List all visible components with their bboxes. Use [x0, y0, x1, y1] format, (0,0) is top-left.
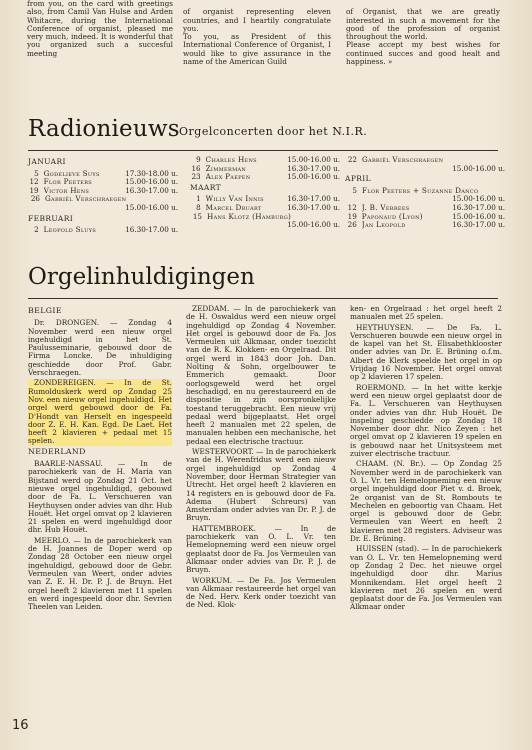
- concert-time: 16.30-17.00 u.: [287, 194, 340, 204]
- letter-text: from you, on the card with greetings also, from Camil Van Hulse and Arden Whitacre, during the International Conference of organist, pleased me very much, indeed. It is wonderful that you organized such a succesful meeting: [27, 0, 173, 58]
- concert-time: 16.30-17.00 u.: [125, 185, 178, 195]
- radio-divider: [28, 150, 498, 151]
- inauguration-entry: CHAAM. (N. Br.). — Op Zondag 25 November werd in de parochiekerk van O. L. Vr. ten Hemelopneming een nieuw orgel ingehuldigd door Piet v. d. Broek, 2e organist van de St. Rombouts te Mechelen en geboortig van Chaam. Het orgel is gebouwd door de Gebr. Vermeulen van Weert en heeft 2 klavieren met 28 registers. Adviseur was Dr. E. Brüning.: [350, 459, 502, 544]
- concert-organist: Paponaud (Lyon): [361, 212, 423, 221]
- country-heading: BELGIE: [28, 306, 62, 315]
- month-heading: APRIL: [345, 174, 372, 184]
- concert-organist: Hans Klotz (Hamburg): [207, 211, 292, 221]
- country-heading: NEDERLAND: [28, 446, 86, 456]
- concert-row: [28, 226, 178, 235]
- concert-organist: Zimmerman: [205, 164, 247, 173]
- concert-time: 16.30-17.00 u.: [125, 225, 178, 235]
- inauguration-entry: WORKUM. — De Fa. Jos Vermeulen van Alkmaar restaureerde het orgel van de Ned. Herv. Kerk onder toezicht van de Ned. Klok-: [186, 575, 336, 610]
- concert-day: 15: [192, 211, 202, 221]
- concert-day: 26: [30, 194, 40, 204]
- concert-time: 17.30-18.00 u.: [125, 168, 178, 178]
- concert-day: 5: [34, 168, 39, 178]
- month-heading: JANUARI: [28, 157, 66, 166]
- concert-organist: Alex Paepen: [205, 173, 251, 182]
- concert-organist: Flor Peeters + Suzanne Danco: [362, 185, 479, 195]
- concert-organist: [354, 195, 383, 204]
- concert-organist: [36, 204, 56, 213]
- inauguration-entry: MEERLO. — In de parochiekerk van de H. Joannes de Doper werd op Zondag 28 October een nieuw orgel ingehuldigd, gebouwd door de Gebr. Vermeulen van Weert, onder advies van Z. E. H. Dr. P. J. de Bruyn. Het orgel heeft 2 klavieren met 11 spelen en werd ingespeeld door dhr. Sevrien Theelen van Leiden.: [28, 535, 172, 612]
- concert-day: 23: [191, 172, 201, 182]
- concert-organist: Godelieve Suys: [43, 169, 100, 178]
- inhuld-title: Orgelinhuldigingen: [28, 264, 255, 290]
- concert-row: [345, 221, 505, 230]
- inhuld-column-1: [28, 305, 172, 613]
- concert-day: 8: [196, 202, 201, 212]
- concert-organist: Gabriël Verschraegen: [45, 194, 127, 204]
- concert-organist: J. B. Verrees: [361, 203, 410, 212]
- radio-subtitle: Orgelconcerten door het N.I.R.: [179, 125, 368, 138]
- radio-column-3: [345, 156, 505, 230]
- concert-time: 16.30-17.00 u.: [452, 202, 505, 212]
- concert-day: 22: [347, 155, 357, 164]
- concert-day: 16: [191, 163, 201, 173]
- concert-row: [190, 221, 340, 230]
- inauguration-entry: ROERMOND. — In het witte kerkje werd een nieuw orgel geplaatst door de Fa. L. Verschueren van Heythuysen onder advies van dhr. Hub Houët. De inspeling geschiedde op Zondag 18 November door dhr. Nico Zeyen : het orgel omvat op 2 klavieren 19 spelen en is gebouwd naar het Unitsysteem met zuiver electrische tractuur.: [350, 382, 502, 459]
- letter-col-1: [27, 0, 173, 60]
- concert-day: 2: [34, 225, 39, 235]
- inauguration-entry: ken- en Orgelraad : het orgel heeft 2 manualen met 25 spelen.: [350, 304, 502, 322]
- inhuld-divider: [28, 298, 498, 299]
- concert-time: 16.30-17.00 u.: [287, 163, 340, 173]
- letter-col-2: [183, 0, 331, 77]
- inhuld-column-2: [186, 305, 336, 612]
- concert-day: [345, 165, 349, 174]
- letter-text: of organist representing eleven countries, and I heartily congratulate you. To you, as President of this International Conference of Organist, I would like to give assurance in the name of the American Guild: [183, 7, 331, 67]
- concert-time: 16.30-17.00 u.: [287, 202, 340, 212]
- concert-day: [190, 221, 193, 230]
- concert-time: 15.00-16.00 u.: [452, 194, 505, 204]
- radio-column-1: [28, 156, 178, 235]
- concert-time: 15.00-16.00 u.: [287, 155, 340, 164]
- concert-organist: Gabriël Verschraegen: [362, 155, 444, 164]
- concert-row: [345, 165, 505, 174]
- concert-organist: [198, 221, 218, 230]
- concert-organist: Jan Leopold: [361, 221, 406, 230]
- concert-organist: [354, 165, 383, 174]
- concert-row: [28, 204, 178, 213]
- inauguration-entry: HUISSEN (stad). — In de parochiekerk van O. L. Vr. ten Hemelopneming werd op Zondag 2 Dec. het nieuwe orgel ingehuldigd door dhr. Marius Monnikendam. Het orgel heeft 2 klavieren met 26 spelen en werd geplaatst door de Fa. Jos Vermeulen van Alkmaar onder: [350, 544, 502, 612]
- inhuld-column-3: [350, 305, 502, 614]
- page-number: 16: [12, 718, 29, 733]
- concert-organist: Flor Peeters: [43, 178, 93, 187]
- concert-organist: Marcel Druart: [205, 203, 262, 212]
- concert-day: 9: [196, 155, 201, 164]
- concert-organist: Willy Van Innis: [205, 195, 264, 204]
- letter-col-3: [346, 0, 500, 77]
- concert-organist: Charles Hens: [205, 156, 257, 164]
- concert-time: 15.00-16.00 u.: [125, 177, 178, 187]
- concert-day: 19: [29, 185, 39, 195]
- letter-text: of Organist, that we are greatly interested in such a movement for the good of the profession of organist throughout the world. Please accept my best wishes for continued succes and good healt and happiness. »: [346, 7, 500, 67]
- concert-time: 15.00-16.00 u.: [287, 220, 340, 230]
- inauguration-entry: ZEDDAM. — In de parochiekerk van de H. Oswaldus werd een nieuw orgel ingehuldigd op Zondag 4 November. Het orgel is gebouwd door de Fa. Jos Vermeulen uit Alkmaar, onder toezicht van de R. K. Klokken- en Orgelraad. Dit orgel werd in 1843 door Joh. Dan. Nolting & Sohn, orgelbouwer te Emmerich gemaakt. Door oorlogsgeweld werd het orgel beschadigd, en nu gerestaureerd en de dispositie in zijn oorspronkelijke toestand teruggebracht. Een nieuw vrij pedaal werd bijgeplaatst. Het orgel heeft 2 manualen met 22 spelen, de manualen hebben een mechanische, het pedaal een electrische tractuur.: [186, 304, 336, 446]
- concert-row: [190, 173, 340, 182]
- concert-day: 12: [29, 177, 39, 187]
- radio-column-2: [190, 156, 340, 230]
- concert-day: 5: [352, 185, 357, 195]
- highlighted-entry: ZONDEREIGEN. — In de St. Rumolduskerk werd op Zondag 25 Nov. een nieuw orgel ingehuldigd. Het orgel werd gebouwd door de Fa. D'Hondt van Herselt en ingespeeld door Z. E. H. Kan. Egd. De Laet. Het heeft 2 klavieren + pedaal met 15 spelen.: [28, 378, 172, 446]
- month-heading: MAART: [190, 182, 222, 192]
- concert-time: 15.00-16.00 u.: [452, 211, 505, 221]
- concert-organist: Leopold Sluys: [43, 226, 97, 235]
- concert-day: 1: [196, 194, 201, 204]
- inauguration-entry: HEYTHUYSEN. — De Fa. L. Verschueren bouwde een nieuw orgel in de kapel van het St. Elisabethklooster onder advies van Dr. E. Brüning o.f.m. Albert de Klerk speelde het orgel in op Vrijdag 16 November. Het orgel omvat op 2 klavieren 17 spelen.: [350, 322, 502, 382]
- concert-time: 16.30-17.00 u.: [452, 220, 505, 230]
- inauguration-entry: BAARLE-NASSAU. — In de parochiekerk van de H. Maria van Bijstand werd op Zondag 21 Oct. het nieuwe orgel ingehuldigd, gebouwd door de Fa. L. Verschueren van Heythuysen onder advies van dhr. Hub Houët. Het orgel omvat op 2 klavieren 21 spelen en werd ingehuldigd door dhr. Hub Houët.: [28, 459, 173, 535]
- concert-time: 15.00-16.00 u.: [452, 163, 505, 173]
- concert-day: 12: [347, 202, 357, 212]
- concert-time: 15.00-16.00 u.: [125, 202, 178, 212]
- radio-title: Radionieuws: [28, 116, 180, 142]
- concert-time: 15.00-16.00 u.: [287, 172, 340, 182]
- inauguration-entry: WESTERVOORT. — In de parochiekerk van de H. Werenfridus werd een nieuw orgel ingehuldigd op Zondag 4 November, door Herman Strategier van Utrecht. Het orgel heeft 2 klavieren en 14 registers en is gebouwd door de Fa. Adema (Hubert Schreurs) van Amsterdam onder advies van Dr. P. J. de Bruyn.: [186, 447, 336, 523]
- inauguration-entry: HATTEMBROEK. — In de parochiekerk van O. L. Vr. ten Hemelopneming werd een nieuw orgel geplaatst door de Fa. Jos Vermeulen van Alkmaar onder advies van Dr. P. J. de Bruyn.: [186, 523, 336, 575]
- inauguration-entry: Dr. DRONGEN. — Zondag 4 November werd een nieuw orgel ingehuldigd in het St. Paulusseminarie, gebouwd door de Firma Loncke. De inhuldiging geschiedde door Prof. Gabr. Verschraegen.: [28, 318, 172, 378]
- concert-day: 19: [347, 211, 357, 221]
- month-heading: FEBRUARI: [28, 213, 74, 223]
- concert-day: [28, 204, 31, 213]
- concert-organist: Victor Hens: [43, 186, 90, 195]
- concert-day: 26: [347, 220, 357, 230]
